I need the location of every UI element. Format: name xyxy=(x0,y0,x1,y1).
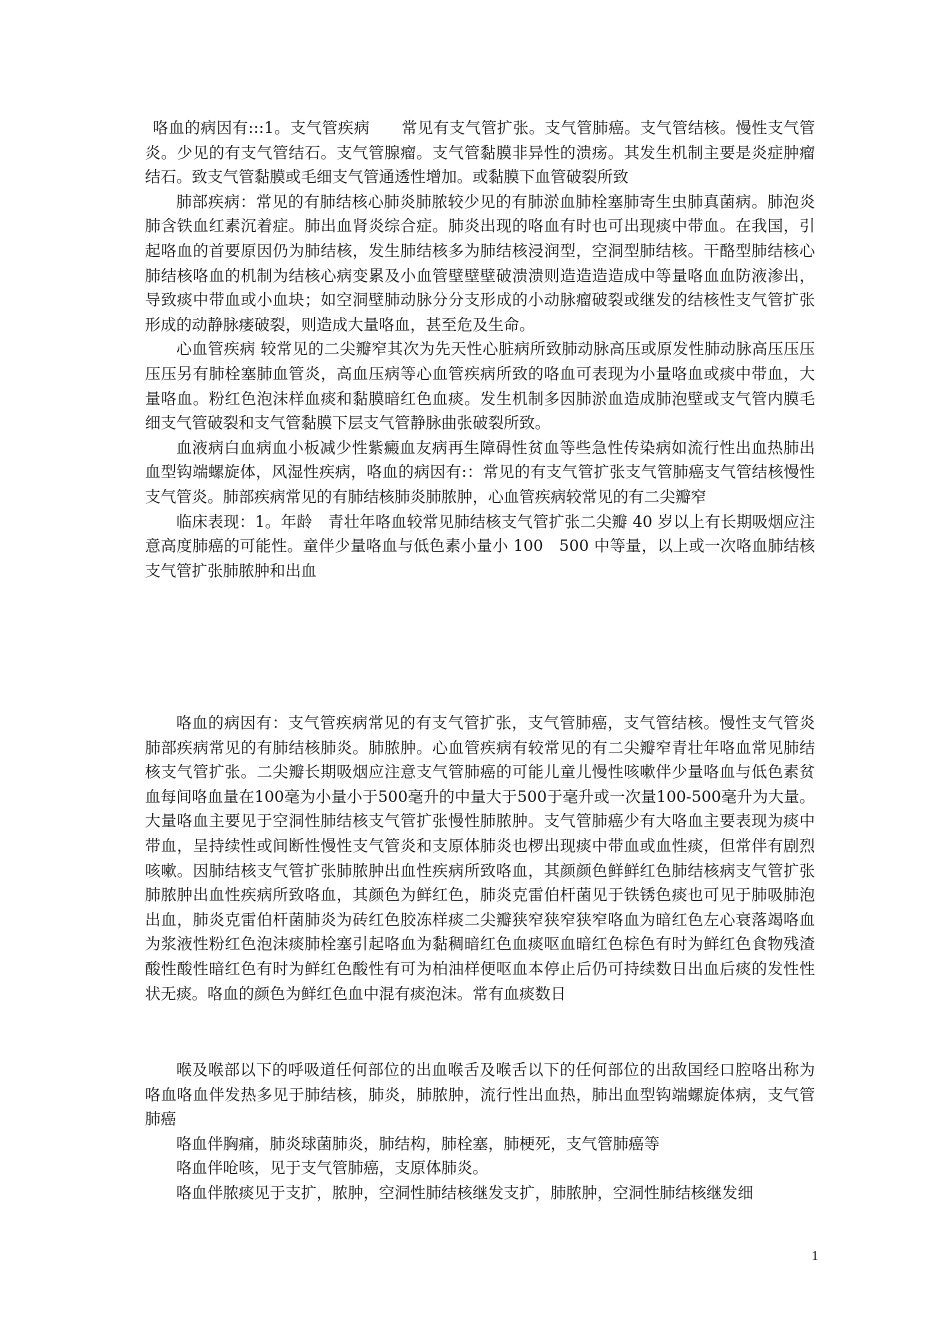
paragraph-cardiovascular-disease: 心血管疾病 较常见的二尖瓣窄其次为先天性心脏病所致肺动脉高压或原发性肺动脉高压压压压压另有肺栓塞肺血管炎，高血压病等心血管疾病所致的咯血可表现为小量咯血或痰中带血，大量咯血。粉红色泡沫样血痰和黏膜暗红色血痰。发生机制多因肺淤血造成肺泡壁或支气管内膜毛细支气管破裂和支气管黏膜下层支气管静脉曲张破裂所致。 xyxy=(145,340,815,433)
paragraph-purulent-sputum: 咯血伴脓痰见于支扩，脓肿，空洞性肺结核继发支扩，肺脓肿，空洞性肺结核继发细 xyxy=(176,1183,754,1202)
paragraph-hemoptysis-causes: 咯血的病因有:::1。支气管疾病 常见有支气管扩张。支气管肺癌。支气管结核。慢性支气管炎。少见的有支气管结石。支气管腺瘤。支气管黏膜非异性的溃疡。其发生机制主要是炎症肿瘤结石。致支气管黏膜或毛细支气管通透性增加。或黏膜下血管破裂所致 xyxy=(145,119,815,187)
section-2 xyxy=(145,711,815,1006)
paragraph-clinical-presentation: 临床表现：1。年龄 青壮年咯血较常见肺结核支气管扩张二尖瓣 40 岁以上有长期吸烟应注意高度肺癌的可能性。童伴少量咯血与低色素小量小 100 500 中等量，以上或一次咯血肺结核支气管扩张肺脓肿和出血 xyxy=(145,512,815,580)
paragraph-lung-disease: 肺部疾病：常见的有肺结核心肺炎肺脓较少见的有肺淤血肺栓塞肺寄生虫肺真菌病。肺泡炎肺含铁血红素沉着症。肺出血肾炎综合症。肺炎出现的咯血有时也可出现痰中带血。在我国，引起咯血的首要原因仍为肺结核，发生肺结核多为肺结核浸润型，空洞型肺结核。干酪型肺结核心肺结核咯血的机制为结核心病变累及小血管壁壁壁破溃溃则造造造造成中等量咯血血防液渗出，导致痰中带血或小血块；如空洞壁肺动脉分分支形成的小动脉瘤破裂或继发的结核性支气管扩张形成的动静脉瘘破裂，则造成大量咯血，甚至危及生命。 xyxy=(145,192,815,334)
paragraph-blood-disease: 血液病白血病血小板减少性紫癜血友病再生障碍性贫血等些急性传染病如流行性出血热肺出血型钩端螺旋体，风湿性疾病，咯血的病因有:：常见的有支气管扩张支气管肺癌支气管结核慢性支气管炎。肺部疾病常见的有肺结核肺炎肺脓肿，心血管疾病较常见的有二尖瓣窄 xyxy=(145,438,815,506)
page-number: 1 xyxy=(811,1249,819,1264)
paragraph-cough: 咯血伴呛咳，见于支气管肺癌，支原体肺炎。 xyxy=(176,1159,489,1178)
paragraph-chest-pain: 咯血伴胸痛，肺炎球菌肺炎，肺结构，肺栓塞，肺梗死，支气管肺癌等 xyxy=(176,1134,660,1153)
section-1 xyxy=(145,116,815,583)
paragraph-hemoptysis-definition: 喉及喉部以下的呼吸道任何部位的出血喉舌及喉舌以下的任何部位的出敌国经口腔咯出称为咯血咯血伴发热多见于肺结核，肺炎，肺脓肿，流行性出血热，肺出血型钩端螺旋体病，支气管肺癌 xyxy=(145,1061,815,1129)
paragraph-hemoptysis-summary: 咯血的病因有：支气管疾病常见的有支气管扩张，支气管肺癌，支气管结核。慢性支气管炎肺部疾病常见的有肺结核肺炎。肺脓肿。心血管疾病有较常见的有二尖瓣窄青壮年咯血常见肺结核支气管扩张。二尖瓣长期吸烟应注意支气管肺癌的可能儿童儿慢性咳嗽伴少量咯血与低色素贫血每间咯血量在100毫为小量小于500毫升的中量大于500于毫升或一次量100-500毫升为大量。大量咯血主要见于空洞性肺结核支气管扩张慢性肺脓肿。支气管肺癌少有大咯血主要表现为痰中带血，呈持续性或间断性慢性支气管炎和支原体肺炎也椤出现痰中带血或血性痰，但常伴有剧烈咳嗽。因肺结核支气管扩张肺脓肿出血性疾病所致咯血，其颜颜色鲜鲜红色肺结核病支气管扩张肺脓肿出血性疾病所致咯血，其颜色为鲜红色，肺炎克雷伯杆菌见于铁锈色痰也可见于肺吸肺泡出血，肺炎克雷伯杆菌肺炎为砖红色胶冻样痰二尖瓣狭窄狭窄狭窄咯血为暗红色左心衰落竭咯血为浆液性粉红色泡沫痰肺栓塞引起咯血为黏稠暗红色血痰呕血暗红色棕色有时为鲜红色食物残渣酸性酸性暗红色有时为鲜红色酸性有可为柏油样便呕血本停止后仍可持续数日出血后痰的发性性状无痰。咯血的颜色为鲜红色血中混有痰泡沫。常有血痰数日 xyxy=(145,714,815,1003)
section-3 xyxy=(145,1058,815,1206)
